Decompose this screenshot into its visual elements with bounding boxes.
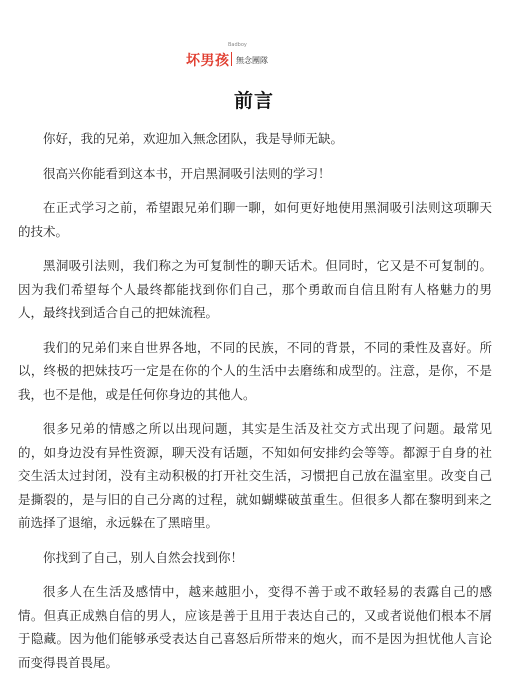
logo-divider [231, 52, 232, 66]
paragraph: 很多人在生活及感情中，越来越胆小，变得不善于或不敢轻易的表露自己的感情。但真正成熟自信的男人，应该是善于且用于表达自己的，又或者说他们根本不屑于隐藏。因为他们能够承受表达自己喜怒后所带来的炮火，而不是因为担忧他人言论而变得畏首畏尾。 [18, 584, 492, 670]
logo-main-text: 坏男孩 [186, 53, 230, 69]
page-title: 前言 [233, 90, 274, 112]
paragraph: 很多兄弟的情感之所以出现问题，其实是生活及社交方式出现了问题。最常见的，如身边没有异性资源，聊天没有话题，不知如何安排约会等等。都源于自身的社交生活太过封闭，没有主动积极的打开社交生活，习惯把自己放在温室里。改变自己是撕裂的，是与旧的自己分离的过程，就如蝴蝶破茧重生。但很多人都在黎明到来之前选择了退缩，永远躲在了黑暗里。 [18, 421, 492, 530]
logo-sub-text: Badboy [228, 42, 247, 48]
paragraph: 你找到了自己，别人自然会找到你！ [43, 549, 244, 565]
paragraph: 在正式学习之前，希望跟兄弟们聊一聊，如何更好地使用黑洞吸引法则这项聊天的技术。 [18, 200, 492, 239]
logo-tagline: 無念團隊 [236, 56, 268, 65]
paragraph: 我们的兄弟们来自世界各地，不同的民族，不同的背景，不同的秉性及喜好。所以，终极的把妹技巧一定是在你的个人的生活中去磨练和成型的。注意，是你，不是我，也不是他，或是任何你身边的其他人。 [18, 339, 492, 402]
body-text [18, 127, 492, 685]
brand-logo [186, 42, 326, 70]
paragraph: 黑洞吸引法则，我们称之为可复制性的聊天话术。但同时，它又是不可复制的。因为我们希望每个人最终都能找到你们自己，那个勇敢而自信且附有人格魅力的男人，最终找到适合自己的把妹流程。 [18, 258, 492, 320]
paragraph: 很高兴你能看到这本书，开启黑洞吸引法则的学习！ [43, 165, 331, 181]
paragraph: 你好，我的兄弟，欢迎加入無念团队，我是导师无缺。 [43, 131, 344, 146]
